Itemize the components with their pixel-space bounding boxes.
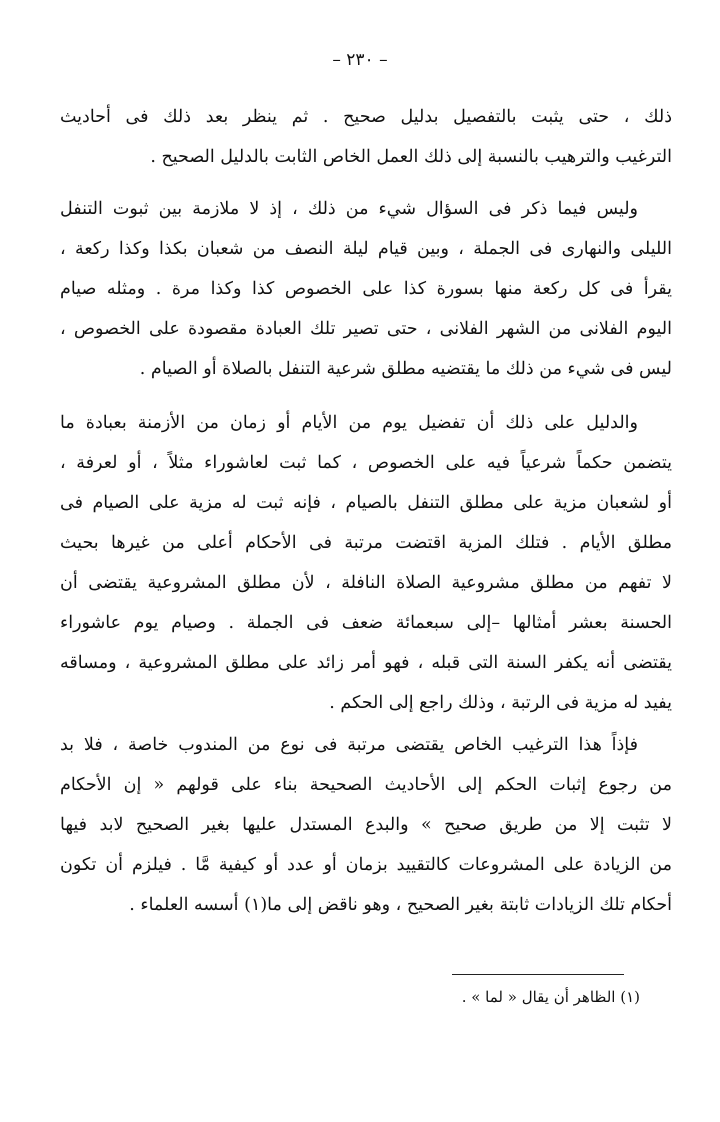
paragraph-1 — [60, 97, 672, 177]
paragraph-2 — [60, 189, 672, 389]
footnote-divider — [452, 974, 624, 975]
text-line: من الزيادة على المشروعات كالتقييد بزمان أو عدد أو كيفية مَّا . فيلزم أن تكون — [60, 855, 672, 875]
text-line: يفيد له مزية فى الرتبة ، وذلك راجع إلى الحكم . — [329, 693, 672, 713]
text-line: يتضمن حكماً شرعياً فيه على الخصوص ، كما ثبت لعاشوراء مثلاً ، أو لعرفة ، — [60, 453, 672, 473]
text-line: والدليل على ذلك أن تفضيل يوم من الأيام أو زمان من الأزمنة بعبادة ما — [60, 413, 638, 433]
text-line: لا تفهم من مطلق مشروعية الصلاة النافلة ، لأن مطلق المشروعية يقتضى أن — [60, 573, 672, 593]
text-line: يقرأ فى كل ركعة منها بسورة كذا على الخصوص كذا وكذا مرة . ومثله صيام — [60, 279, 672, 299]
text-line: مطلق الأيام . فتلك المزية اقتضت مرتبة فى الأحكام أعلى من غيرها بحيث — [60, 533, 672, 553]
paragraph-4 — [60, 725, 672, 925]
text-line: وليس فيما ذكر فى السؤال شيء من ذلك ، إذ لا ملازمة بين ثبوت التنفل — [60, 199, 638, 219]
text-line: أحكام تلك الزيادات ثابتة بغير الصحيح ، وهو ناقض إلى ما(١) أسسه العلماء . — [129, 895, 672, 915]
text-line: لا تثبت إلا من طريق صحيح » والبدع المستدل عليها بغير الصحيح لابد فيها — [60, 815, 672, 835]
text-line: الترغيب والترهيب بالنسبة إلى ذلك العمل الخاص الثابت بالدليل الصحيح . — [150, 147, 672, 167]
footnote: (١) الظاهر أن يقال « لما » . — [461, 988, 640, 1006]
page-number: – ٢٣٠ – — [332, 50, 388, 70]
text-line: ليس فى شيء من ذلك ما يقتضيه مطلق شرعية التنفل بالصلاة أو الصيام . — [139, 359, 672, 379]
text-line: أو لشعبان مزية على مطلق التنفل بالصيام ، فإنه ثبت له مزية على الصيام فى — [60, 493, 672, 513]
text-line: الليلى والنهارى فى الجملة ، وبين قيام ليلة النصف من شعبان بكذا وكذا ركعة ، — [60, 239, 672, 259]
paragraph-3 — [60, 403, 672, 723]
text-line: من رجوع إثبات الحكم إلى الأحاديث الصحيحة بناء على قولهم « إن الأحكام — [60, 775, 672, 795]
text-line: يقتضى أنه يكفر السنة التى قبله ، فهو أمر زائد على مطلق المشروعية ، ومساقه — [60, 653, 672, 673]
text-line: اليوم الفلانى من الشهر الفلانى ، حتى تصير تلك العبادة مقصودة على الخصوص ، — [60, 319, 672, 339]
text-line: الحسنة بعشر أمثالها –إلى سبعمائة ضعف فى الجملة . وصيام يوم عاشوراء — [60, 613, 672, 633]
text-line: ذلك ، حتى يثبت بالتفصيل بدليل صحيح . ثم ينظر بعد ذلك فى أحاديث — [60, 107, 672, 127]
text-line: فإذاً هذا الترغيب الخاص يقتضى مرتبة فى نوع من المندوب خاصة ، فلا بد — [60, 735, 638, 755]
